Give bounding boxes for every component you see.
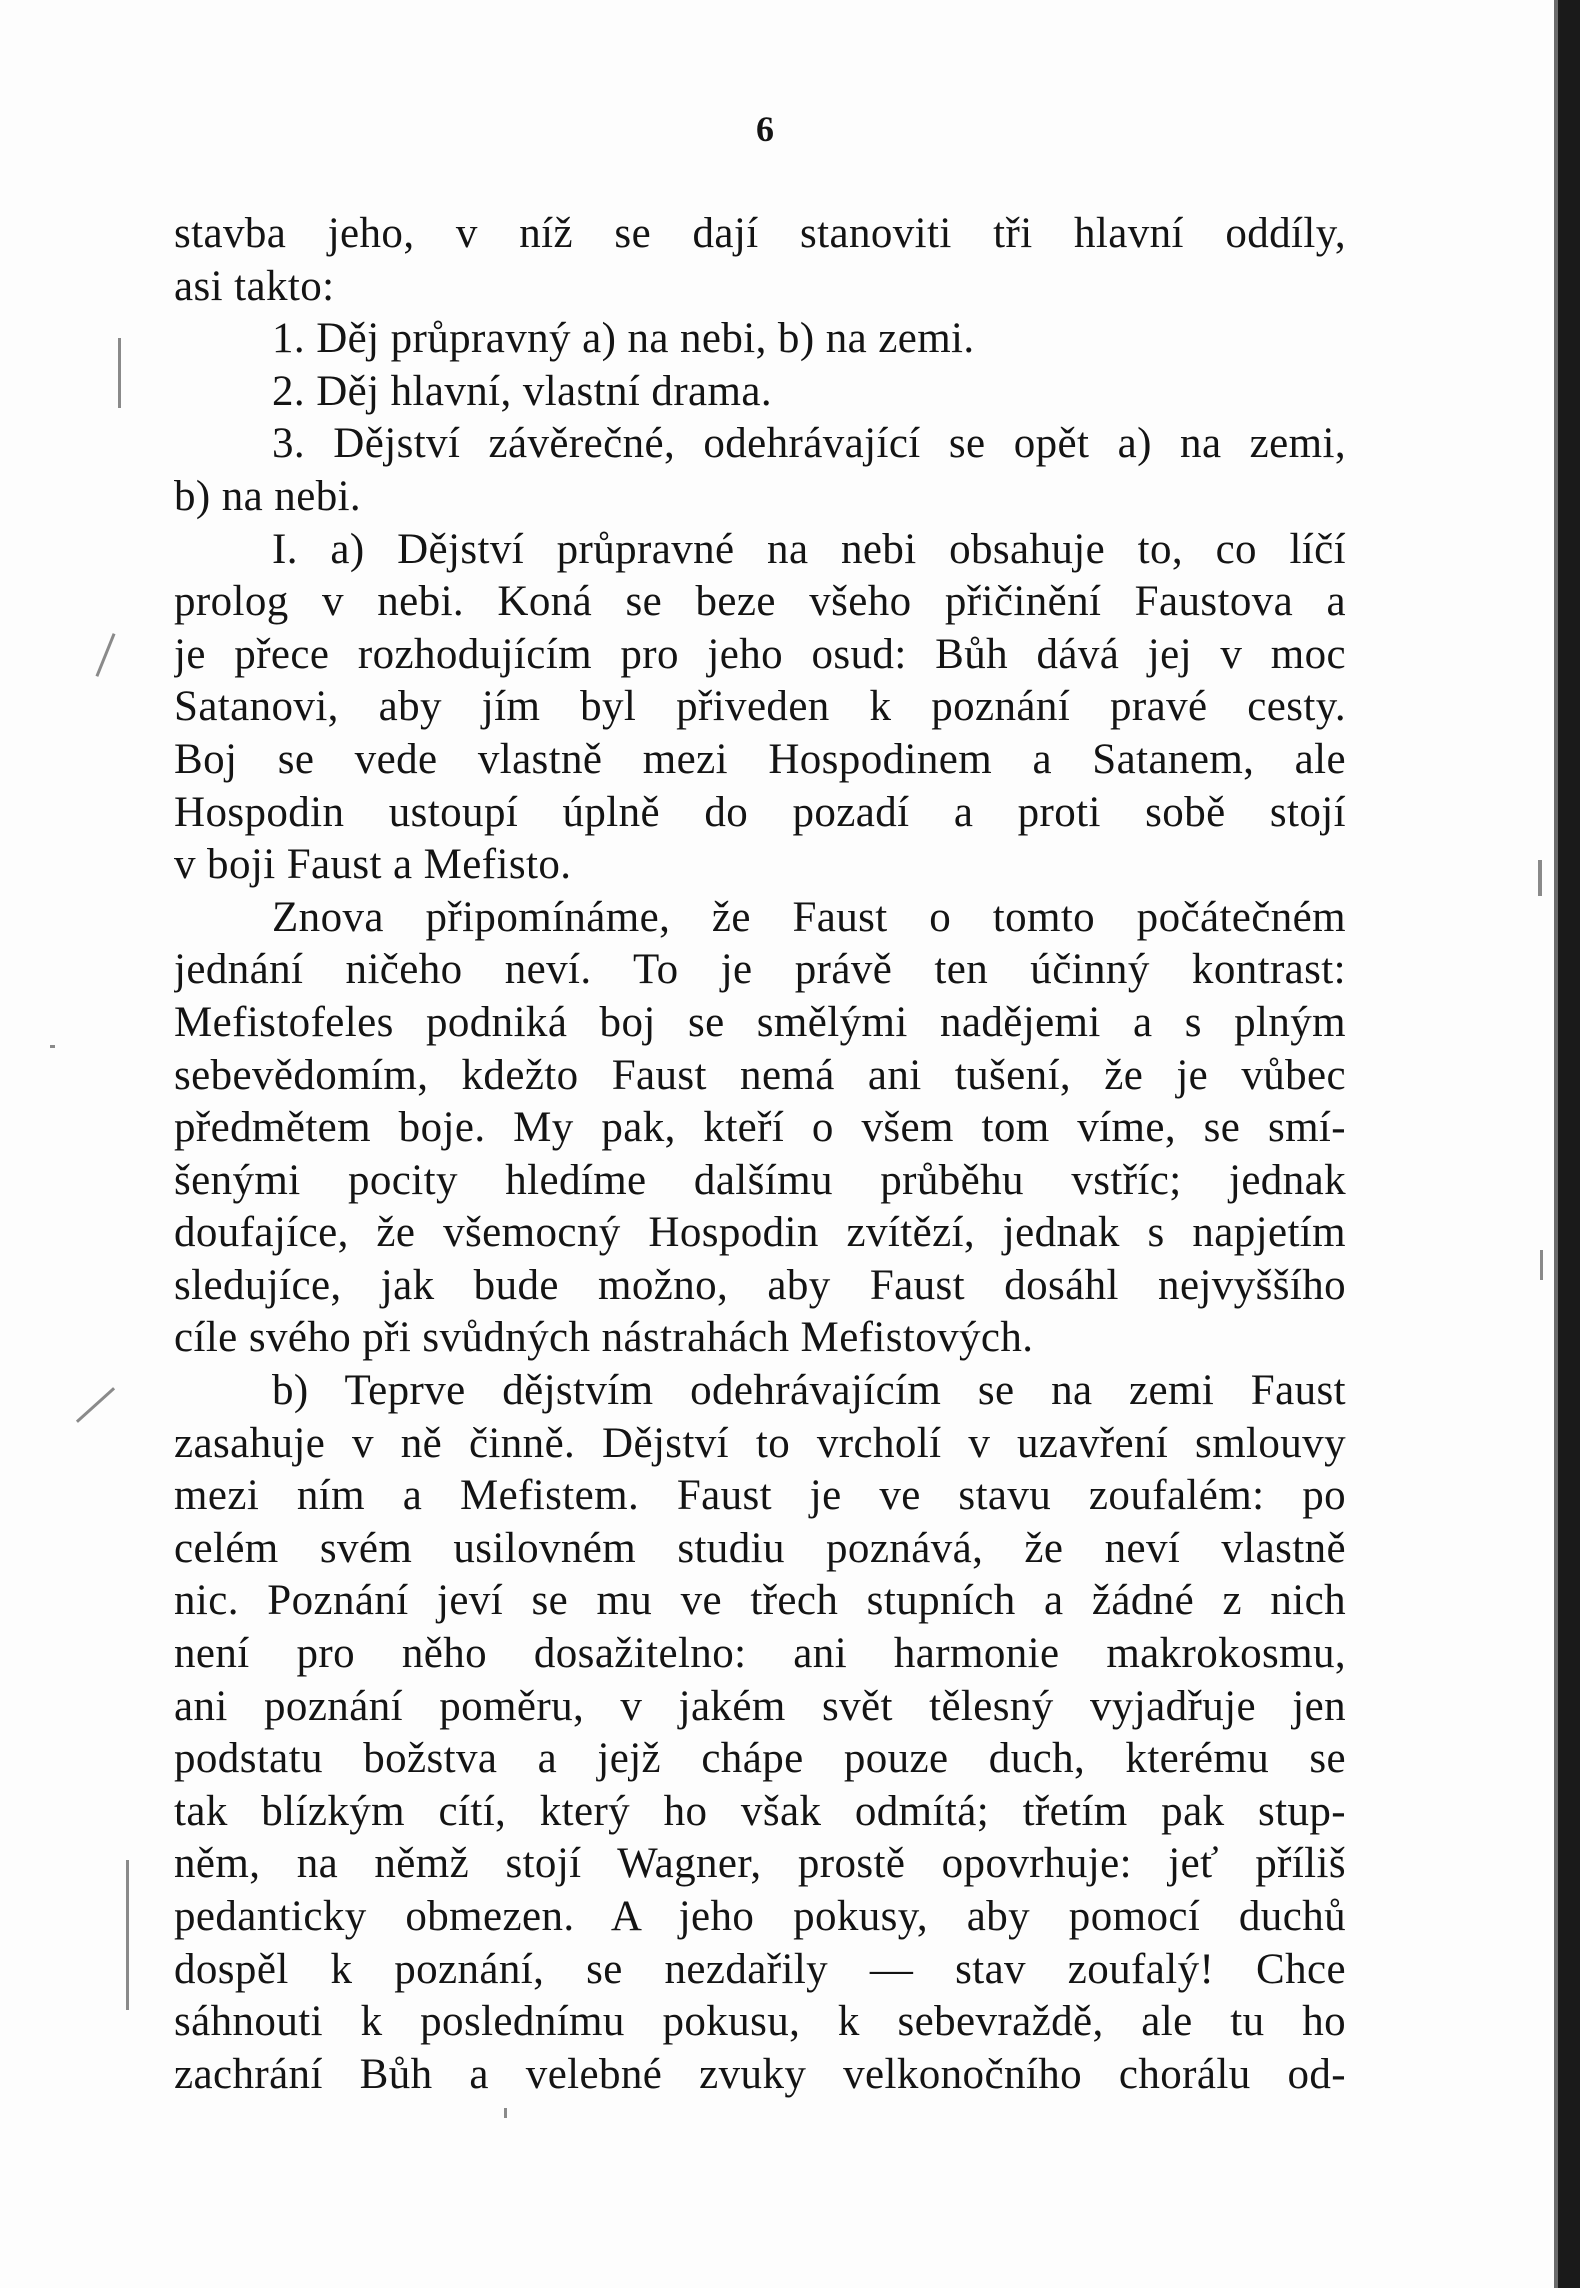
page-number: 6	[756, 109, 774, 149]
list-item: 1. Děj průpravný a) na nebi, b) na zemi.	[272, 315, 975, 363]
text-line: podstatu božstva a jejž chápe pouze duch, kterému se	[174, 1735, 1346, 1783]
margin-mark	[126, 1860, 129, 2010]
text-line: Boj se vede vlastně mezi Hospodinem a Satanem, ale	[174, 735, 1346, 783]
text-line: zachrání Bůh a velebné zvuky velkonočního chorálu od-	[174, 2050, 1346, 2098]
margin-mark	[1540, 1250, 1543, 1280]
text-line: tak blízkým cítí, který ho však odmítá; třetím pak stup-	[174, 1787, 1346, 1835]
text-line: není pro něho dosažitelno: ani harmonie makrokosmu,	[174, 1630, 1346, 1678]
paragraph-start: Znova připomínáme, že Faust o tomto počátečném	[272, 893, 1346, 941]
margin-mark	[76, 1387, 115, 1423]
text-line: sáhnouti k poslednímu pokusu, k sebevraždě, ale tu ho	[174, 1998, 1346, 2046]
text-line: je přece rozhodujícím pro jeho osud: Bůh dává jej v moc	[174, 630, 1346, 678]
text-line: v boji Faust a Mefisto.	[174, 841, 572, 889]
margin-mark	[95, 633, 115, 677]
text-line: sledujíce, jak bude možno, aby Faust dosáhl nejvyššího	[174, 1261, 1346, 1309]
text-line: asi takto:	[174, 262, 335, 310]
text-line: prolog v nebi. Koná se beze všeho přičinění Faustova a	[174, 578, 1346, 626]
margin-mark	[118, 338, 121, 408]
text-line: šenými pocity hledíme dalšímu průběhu vstříc; jednak	[174, 1156, 1346, 1204]
paragraph-start: b) Teprve dějstvím odehrávajícím se na zemi Faust	[272, 1367, 1346, 1415]
text-line: Mefistofeles podniká boj se smělými nadějemi a s plným	[174, 998, 1346, 1046]
text-line: zasahuje v ně činně. Dějství to vrcholí v uzavření smlouvy	[174, 1419, 1346, 1467]
text-line: sebevědomím, kdežto Faust nemá ani tušení, že je vůbec	[174, 1051, 1346, 1099]
text-line: mezi ním a Mefistem. Faust je ve stavu zoufalém: po	[174, 1472, 1346, 1520]
text-line: jednání ničeho neví. To je právě ten účinný kontrast:	[174, 946, 1346, 994]
text-line: stavba jeho, v níž se dají stanoviti tři hlavní oddíly,	[174, 210, 1346, 257]
text-line: ani poznání poměru, v jakém svět tělesný vyjadřuje jen	[174, 1682, 1346, 1730]
text-line: nic. Poznání jeví se mu ve třech stupních a žádné z nich	[174, 1577, 1346, 1625]
margin-mark	[50, 1045, 55, 1048]
text-line: předmětem boje. My pak, kteří o všem tom víme, se smí-	[174, 1104, 1346, 1152]
text-line: dospěl k poznání, se nezdařily — stav zoufalý! Chce	[174, 1945, 1346, 1993]
paragraph-start: I. a) Dějství průpravné na nebi obsahuje to, co líčí	[272, 525, 1346, 573]
body-text	[174, 208, 1346, 2101]
text-line: celém svém usilovném studiu poznává, že neví vlastně	[174, 1524, 1346, 1572]
list-item: 2. Děj hlavní, vlastní drama.	[272, 367, 773, 415]
list-item: 3. Dějství závěrečné, odehrávající se opět a) na zemi,	[272, 420, 1346, 468]
text-line: b) na nebi.	[174, 472, 362, 520]
text-line: Hospodin ustoupí úplně do pozadí a proti sobě stojí	[174, 788, 1346, 836]
text-line: doufajíce, že všemocný Hospodin zvítězí, jednak s napjetím	[174, 1209, 1346, 1257]
margin-mark	[504, 2108, 507, 2118]
text-line: Satanovi, aby jím byl přiveden k poznání pravé cesty.	[174, 683, 1346, 731]
text-line: něm, na němž stojí Wagner, prostě opovrhuje: jeť příliš	[174, 1840, 1346, 1888]
text-line: pedanticky obmezen. A jeho pokusy, aby pomocí duchů	[174, 1893, 1346, 1940]
text-line: cíle svého při svůdných nástrahách Mefistových.	[174, 1314, 1034, 1362]
scan-edge	[1558, 0, 1580, 2288]
margin-mark	[1538, 860, 1542, 896]
